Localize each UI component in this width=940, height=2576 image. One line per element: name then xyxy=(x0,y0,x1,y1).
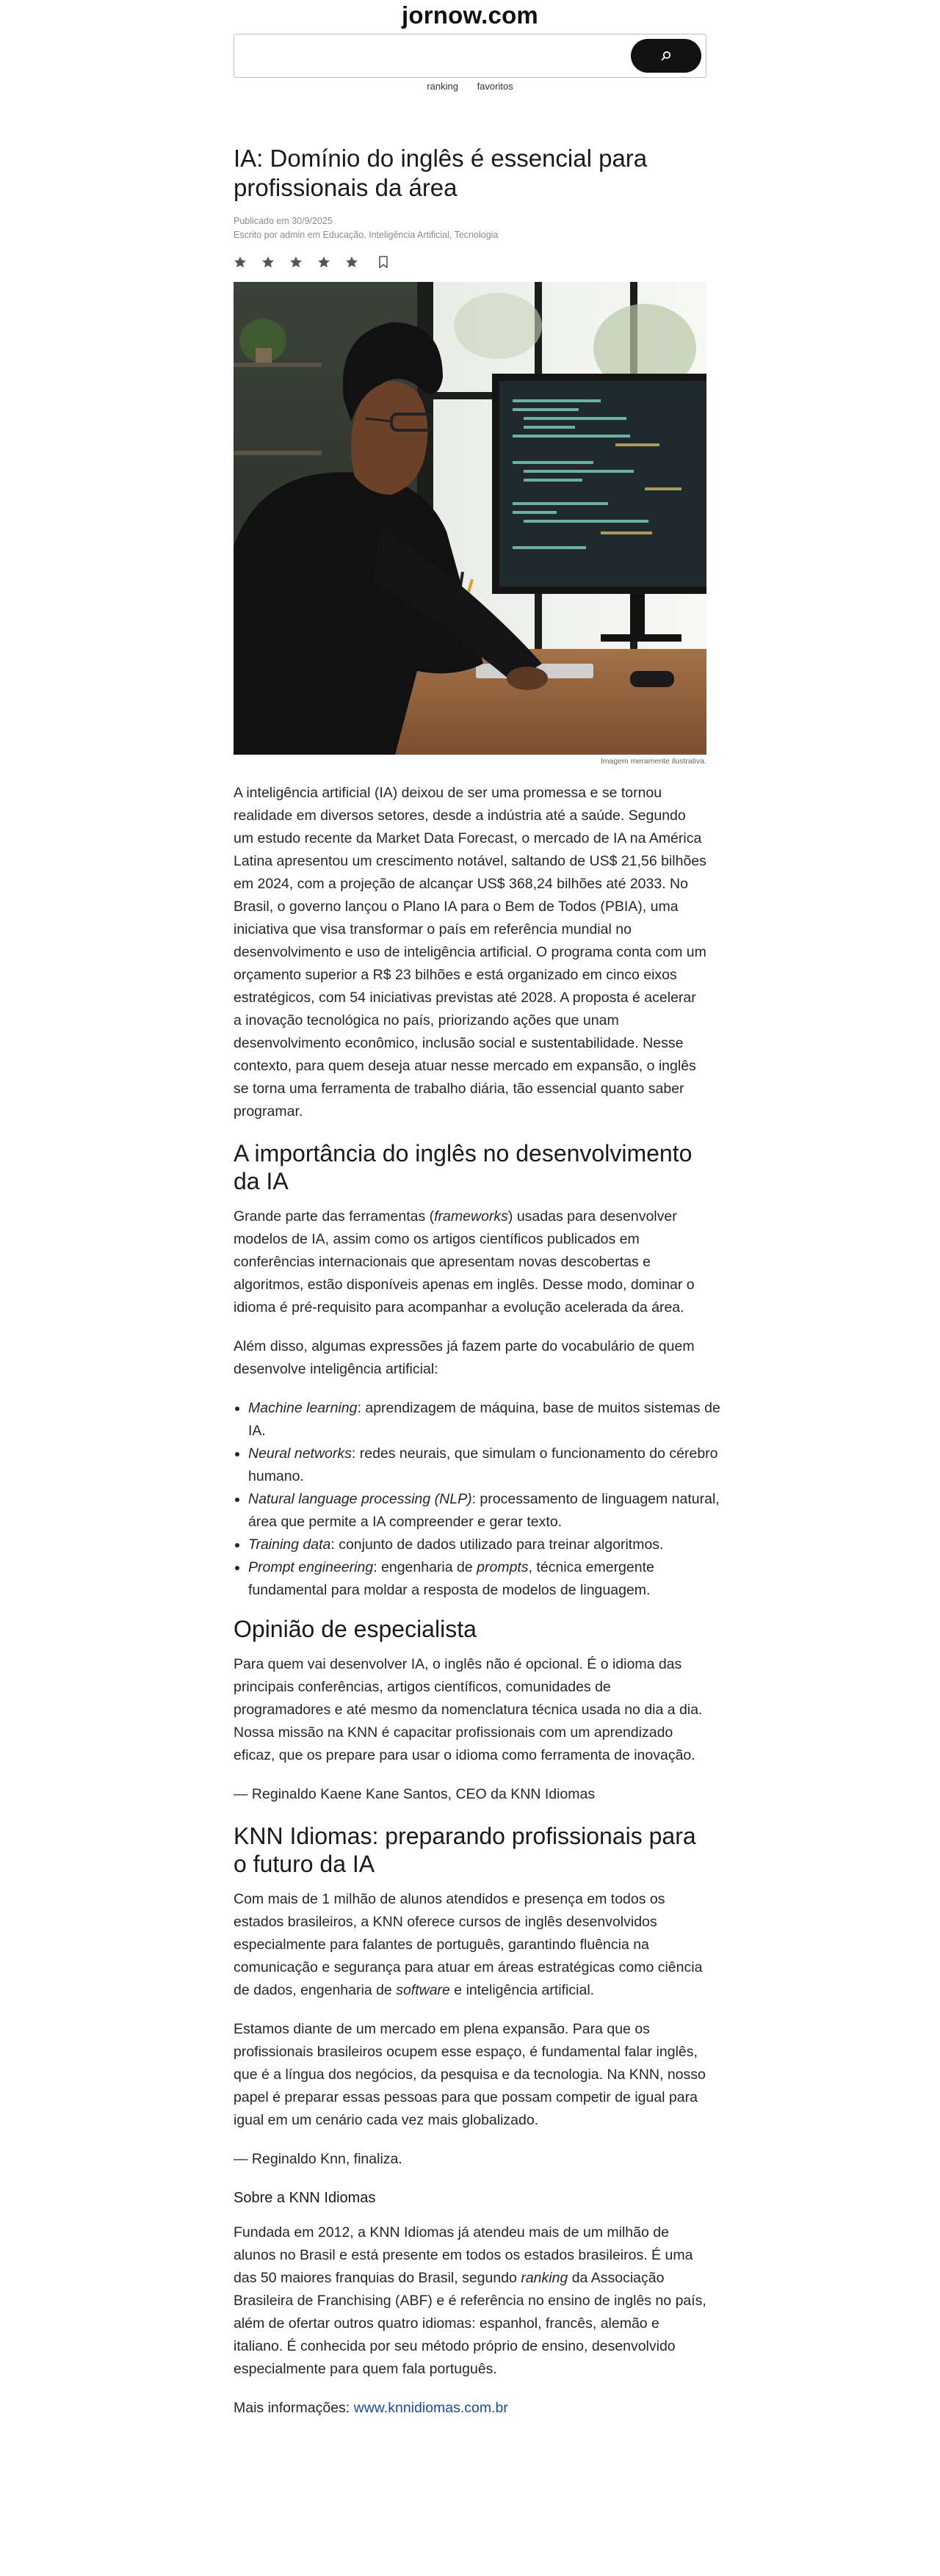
search-input[interactable] xyxy=(242,42,626,71)
star-icon[interactable] xyxy=(234,255,247,269)
term: Prompt engineering xyxy=(248,1559,374,1575)
text-span: e inteligência artificial. xyxy=(449,1982,595,1998)
star-icon[interactable] xyxy=(345,255,358,269)
search-button[interactable] xyxy=(631,39,701,73)
hero-image xyxy=(234,282,706,755)
paragraph: Estamos diante de um mercado em plena expansão. Para que os profissionais brasileiros ocupem esse espaço, é fundamental falar inglês, que é a língua dos negócios, da pesquisa e da tecnologia. Na KNN, nosso papel é preparar essas pessoas para que possam competir de igual para igual em um cenário cada vez mais globalizado. xyxy=(234,2021,706,2128)
term: Natural language processing (NLP) xyxy=(248,1491,472,1507)
byline: Escrito por admin em Educação, Inteligência Artificial, Tecnologia xyxy=(234,230,499,240)
article-body xyxy=(234,782,720,2420)
site-logo[interactable]: jornow.com xyxy=(402,1,538,29)
site-header xyxy=(0,0,940,103)
more-info-label: Mais informações: xyxy=(234,2400,354,2416)
emphasis: prompts xyxy=(477,1559,529,1575)
paragraph xyxy=(234,1205,706,1319)
top-nav xyxy=(0,81,940,92)
emphasis: frameworks xyxy=(434,1208,508,1224)
star-icon[interactable] xyxy=(317,255,330,269)
list-item xyxy=(248,1488,736,1534)
knn-website-link[interactable]: www.knnidiomas.com.br xyxy=(353,2400,508,2416)
text-span: Com mais de 1 milhão de alunos atendidos e presença em todos os estados brasileiros, a KNN oferece cursos de inglês desenvolvidos especialmente para falantes de português, garantindo fluência na comunicação e segurança para atuar em áreas estratégicas como ciência de dados, engenharia de xyxy=(234,1891,703,1998)
term: Training data xyxy=(248,1536,331,1553)
term-desc: : processamento de linguagem natural, área que permite a IA compreender e gerar texto. xyxy=(248,1491,720,1530)
paragraph: Além disso, algumas expressões já fazem parte do vocabulário de quem desenvolve inteligência artificial: xyxy=(234,1338,695,1377)
emphasis: ranking xyxy=(521,2270,568,2286)
quote-attribution: — Reginaldo Knn, finaliza. xyxy=(234,2151,402,2167)
nav-link-ranking[interactable]: ranking xyxy=(427,81,458,92)
term: Machine learning xyxy=(248,1400,358,1416)
paragraph xyxy=(234,1888,706,2002)
rating-row xyxy=(234,254,721,270)
term-desc: : aprendizagem de máquina, base de muitos sistemas de IA. xyxy=(248,1400,720,1439)
list-item xyxy=(248,1443,736,1488)
quote-paragraph: Para quem vai desenvolver IA, o inglês não é opcional. É o idioma das principais conferências, artigos científicos, comunidades de programadores e até mesmo da nomenclatura técnica usada no dia a dia. Nossa missão na KNN é capacitar profissionais com um aprendizado eficaz, que os prepare para usar o idioma como ferramenta de inovação. xyxy=(234,1656,703,1763)
list-item xyxy=(248,1534,736,1556)
quote-attribution: — Reginaldo Kaene Kane Santos, CEO da KNN Idiomas xyxy=(234,1786,596,1802)
text-span: da Associação Brasileira de Franchising (ABF) e é referência no ensino de inglês no país, além de ofertar outros quatro idiomas: espanhol, francês, alemão e italiano. É conhecida por seu método próprio de ensino, desenvolvido especialmente para quem fala português. xyxy=(234,2270,706,2377)
term-desc: : redes neurais, que simulam o funcionamento do cérebro humano. xyxy=(248,1445,718,1484)
published-date: Publicado em 30/9/2025 xyxy=(234,216,333,226)
text-span: Fundada em 2012, a KNN Idiomas já atendeu mais de um milhão de alunos no Brasil e está presente em todos os estados brasileiros. É uma das 50 maiores franquias do Brasil, segundo xyxy=(234,2224,693,2286)
bookmark-icon[interactable] xyxy=(377,255,389,269)
star-icon[interactable] xyxy=(289,255,303,269)
section-heading-knn: KNN Idiomas: preparando profissionais para o futuro da IA xyxy=(234,1823,696,1877)
more-info xyxy=(234,2397,706,2420)
search-box xyxy=(234,34,706,78)
nav-link-favoritos[interactable]: favoritos xyxy=(477,81,513,92)
about-paragraph xyxy=(234,2221,706,2381)
term-desc: , técnica emergente fundamental para moldar a resposta de modelos de linguagem. xyxy=(248,1559,654,1598)
term: Neural networks xyxy=(248,1445,352,1462)
article-title: IA: Domínio do inglês é essencial para profissionais da área xyxy=(234,145,648,201)
star-icon[interactable] xyxy=(261,255,275,269)
emphasis: software xyxy=(396,1982,450,1998)
term-desc: : conjunto de dados utilizado para treinar algoritmos. xyxy=(330,1536,664,1553)
text-span: ) usadas para desenvolver modelos de IA, assim como os artigos científicos publicados em conferências internacionais que apresentam novas descobertas e algoritmos, estão disponíveis apenas em inglês. Desse modo, dominar o idioma é pré-requisito para acompanhar a evolução acelerada da área. xyxy=(234,1208,695,1316)
list-item xyxy=(248,1556,736,1602)
terms-list xyxy=(234,1397,736,1602)
search-icon xyxy=(660,50,672,62)
article xyxy=(234,144,721,2436)
section-heading-importancia: A importância do inglês no desenvolvimento da IA xyxy=(234,1140,693,1194)
list-item xyxy=(248,1397,736,1443)
text-span: Grande parte das ferramentas ( xyxy=(234,1208,435,1224)
hero-illustration xyxy=(234,282,706,755)
intro-paragraph: A inteligência artificial (IA) deixou de ser uma promessa e se tornou realidade em diversos setores, desde a indústria até a saúde. Segundo um estudo recente da Market Data Forecast, o mercado de IA na América Latina apresentou um crescimento notável, saltando de US$ 21,56 bilhões em 2024, com a projeção de alcançar US$ 368,24 bilhões até 2033. No Brasil, o governo lançou o Plano IA para o Bem de Todos (PBIA), uma iniciativa que visa transformar o país em referência mundial no desenvolvimento e uso de inteligência artificial. O programa conta com um orçamento superior a R$ 23 bilhões e está organizado em cinco eixos estratégicos, com 54 iniciativas previstas até 2028. A proposta é acelerar a inovação tecnológica no país, priorizando ações que unam desenvolvimento econômico, inclusão social e sustentabilidade. Nesse contexto, para quem deseja atuar nesse mercado em expansão, o inglês se torna uma ferramenta de trabalho diária, tão essencial quanto saber programar. xyxy=(234,785,706,1120)
section-heading-opiniao: Opinião de especialista xyxy=(234,1616,477,1642)
image-caption: Imagem meramente ilustrativa. xyxy=(600,757,706,766)
term-desc: : engenharia de xyxy=(373,1559,477,1575)
article-meta xyxy=(234,214,721,242)
about-heading: Sobre a KNN Idiomas xyxy=(234,2190,376,2206)
